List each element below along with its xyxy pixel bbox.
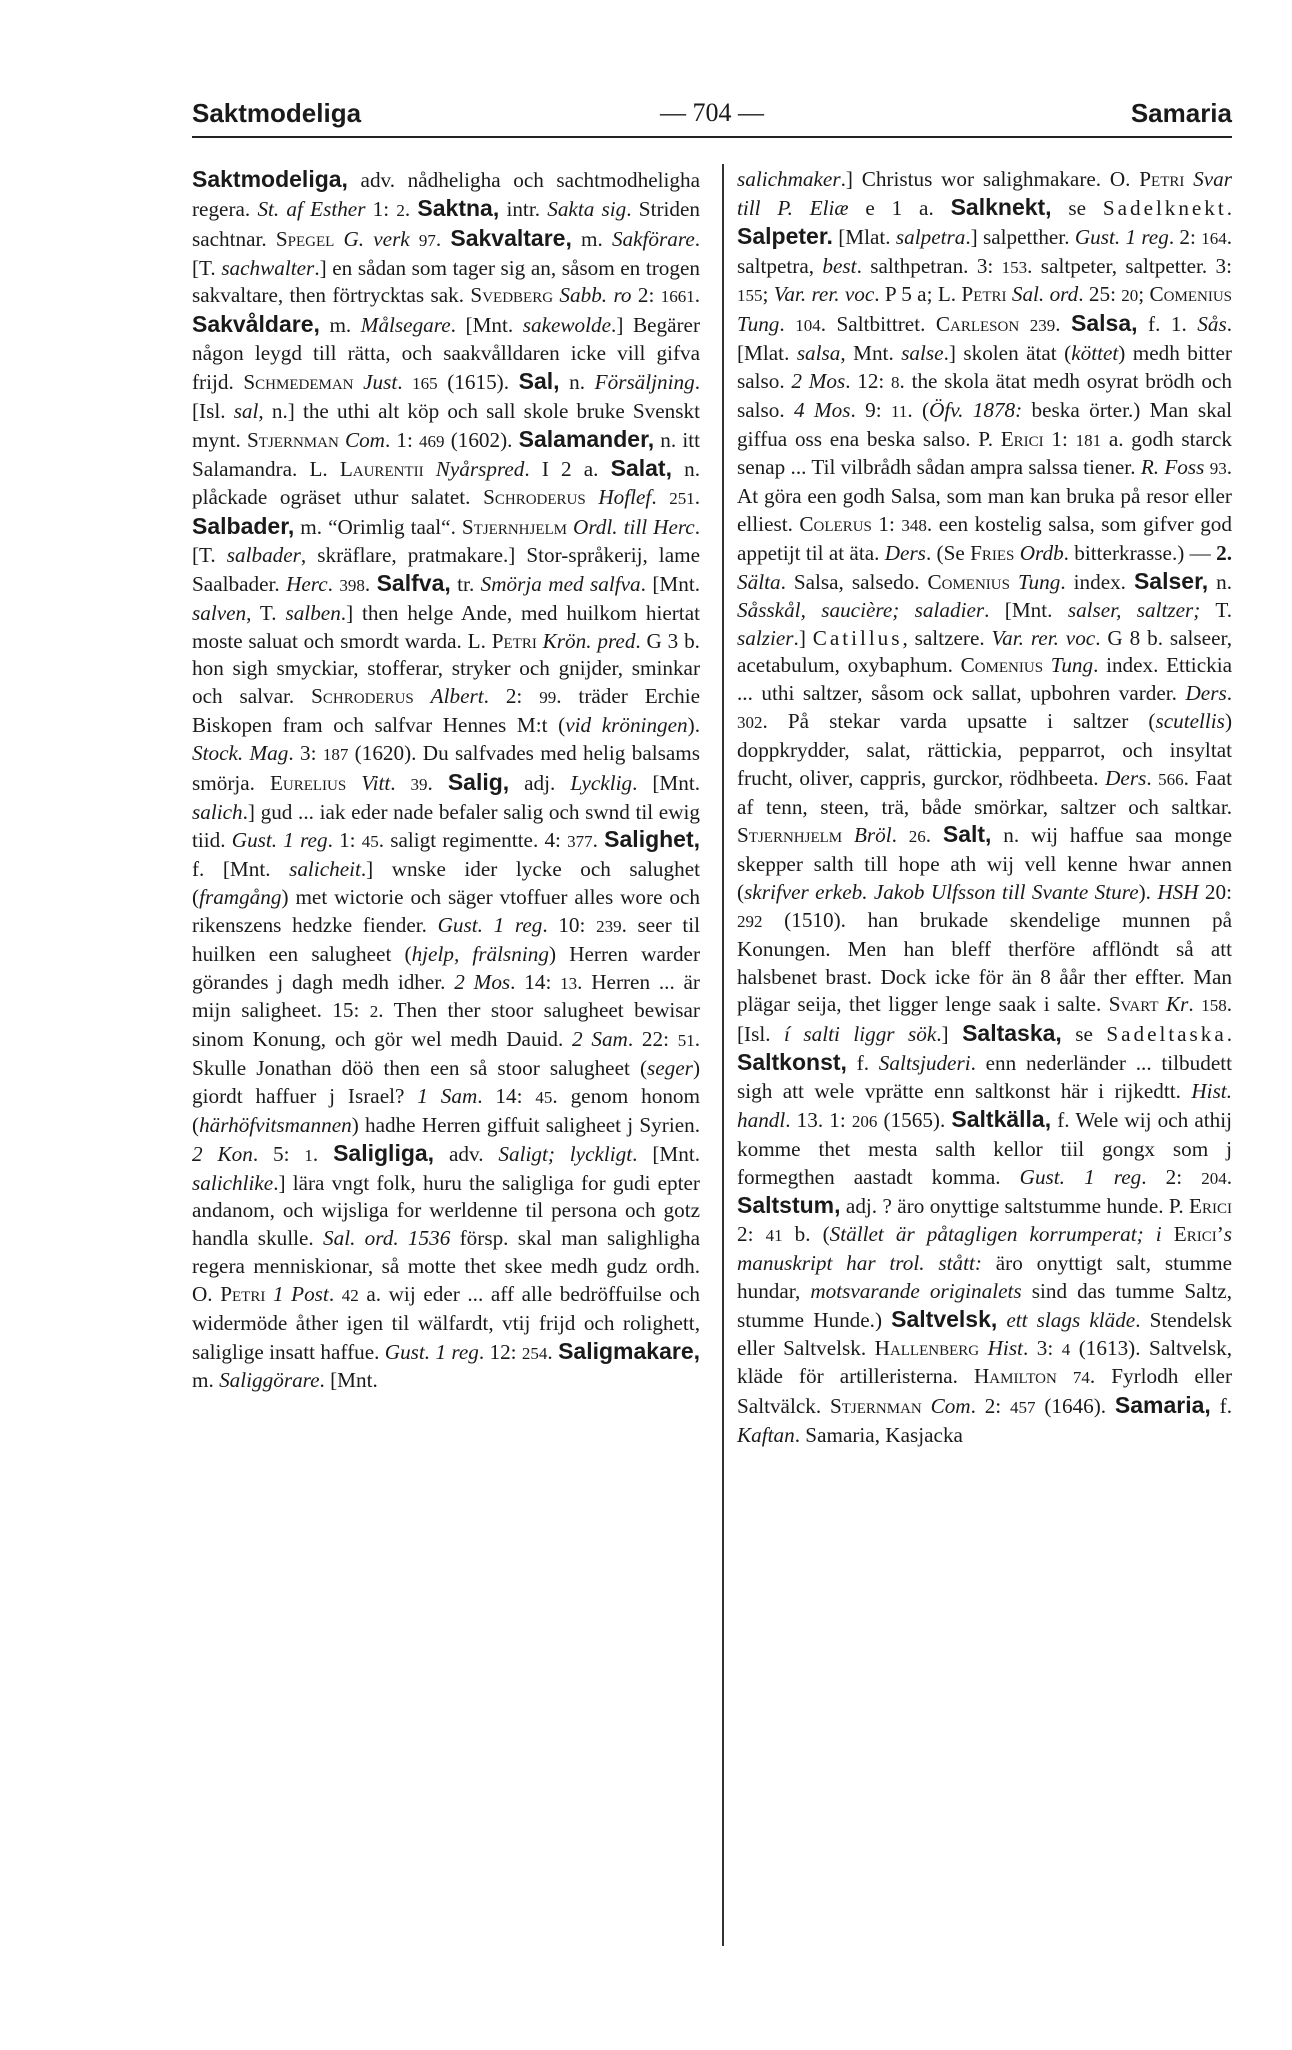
entry-salichmaker: salichmaker.] Christus wor salighmakare. O. Petri Svar till P. Eliæ e 1 a. Salknekt, se Sadelknekt. Salpeter. [Mlat. salpetra.] salpetther. Gust. 1 reg. 2: 164. saltpetra, best. salthpetran. 3: 153. saltpeter, saltpetter. 3: 155; Var. rer. voc. P 5 a; L. Petri Sal. ord. 25: 20; Comenius Tung. 104. Saltbittret. Carleson 239. Salsa, f. 1. Sås. [Mlat. salsa, Mnt. salse.] skolen ätat (köttet) medh bitter salso. 2 Mos. 12: 8. the skola ätat medh osyrat brödh och salso. 4 Mos. 9: 11. (Öfv. 1878: beska örter.) Man skal giffua oss ena beska salso. P. Erici 1: 181 a. godh starck senap ... Til vilbrådh sådan ampra salssa tiener. R. Foss 93. At göra een godh Salsa, som man kan bruka på resor eller elliest. Colerus 1: 348. een kostelig salsa, som gifver god appetijt til at äta. Ders. (Se Fries Ordb. bitterkrasse.) — 2. Sälta. Salsa, salsedo. Comenius Tung. index. Salser, n. Såsskål, saucière; saladier. [Mnt. salser, saltzer; T. salzier.] Catillus, saltzere. Var. rer. voc. G 8 b. salseer, acetabulum, oxybaphum. Comenius Tung. index. Ettickia ... uthi saltzer, såsom ock sallat, upbohren varder. Ders. 302. På stekar varda upsatte i saltzer (scutellis) doppkrydder, salat, rättickia, pepparrot, och insyltat frucht, oliver, cappris, gurckor, rödhbeeta. Ders. 566. Faat af tenn, steen, trä, både smörkar, saltzer och saltkar. Stjernhjelm Bröl. 26. Salt, n. wij haffue saa monge skepper salth till hope ath wij vell kenne hwar annen (skrifver erkeb. Jakob Ulfsson till Svante Sture). HSH 20: 292 (1510). han brukade skendelige munnen på Konungen. Men han bleff therföre afflöndt så att halsbenet brast. Dock icke för än 8 åår ther effter. Man plägar seija, thet ligger lenge saak i salte. Svart Kr. 158. [Isl. í salti liggr sök.] Saltaska, se Sadeltaska. Saltkonst, f. Saltsjuderi. enn nederländer ... tilbudett sigh att wele vprätte enn saltkonst här i rijkedtt. Hist. handl. 13. 1: 206 (1565). Saltkälla, f. Wele wij och athij komme thet mesta salth kellor tiil gongx som j formegthen aastadt komma. Gust. 1 reg. 2: 204. Saltstum, adj. ? äro onyttige saltstumme hunde. P. Erici 2: 41 b. (Stället är påtagligen korrumperat; i Erici’s manuskript har trol. stått: äro onyttigt salt, stumme hundar, motsvarande originalets sind das tumme Saltz, stumme Hunde.) Saltvelsk, ett slags kläde. Stendelsk eller Saltvelsk. Hallenberg Hist. 3: 4 (1613). Saltvelsk, kläde för artilleristerna. Hamilton 74. Fyrlodh eller Saltvälck. Stjernman Com. 2: 457 (1646). Samaria, f. Kaftan. Samaria, Kasjacka (737, 167, 1233, 1448)
running-head (192, 98, 1232, 132)
header-first-word: Saktmodeliga (192, 98, 362, 128)
left-column (192, 166, 700, 1395)
header-rule (192, 136, 1232, 138)
entry-saktmodeliga: Saktmodeliga, adv. nådheligha och sachtmodheligha regera. St. af Esther 1: 2. Saktna, intr. Sakta sig. Striden sachtnar. Spegel G. verk 97. Sakvaltare, m. Sakförare. [T. sachwalter.] en sådan som tager sig an, såsom en trogen sakvaltare, then förtrycktas sak. Svedberg Sabb. ro 2: 1661. Sakvåldare, m. Målsegare. [Mnt. sakewolde.] Begärer någon leygd till rätta, och saakvålldaren icke vill gifva frijd. Schmedeman Just. 165 (1615). Sal, n. Försäljning. [Isl. sal, n.] the uthi alt köp och sall skole bruke Svenskt mynt. Stjernman Com. 1: 469 (1602). Salamander, n. itt Salamandra. L. Laurentii Nyårspred. I 2 a. Salat, n. plåckade ogräset uthur salatet. Schroderus Hoflef. 251. Salbader, m. “Orimlig taal“. Stjernhjelm Ordl. till Herc. [T. salbader, skräflare, pratmakare.] Stor-språkerij, lame Saalbader. Herc. 398. Salfva, tr. Smörja med salfva. [Mnt. salven, T. salben.] then helge Ande, med huilkom hiertat moste saluat och smordt warda. L. Petri Krön. pred. G 3 b. hon sigh smyckiar, stofferar, stryker och gnijder, sminkar och salvar. Schroderus Albert. 2: 99. träder Erchie Biskopen fram och salfvar Hennes M:t (vid kröningen). Stock. Mag. 3: 187 (1620). Du salfvades med helig balsams smörja. Eurelius Vitt. 39. Salig, adj. Lycklig. [Mnt. salich.] gud ... iak eder nade befaler salig och swnd til ewig tiid. Gust. 1 reg. 1: 45. saligt regimentte. 4: 377. Salighet, f. [Mnt. salicheit.] wnske ider lycke och salughet (framgång) met wictorie och säger vtoffuer alles wore och rikenszens hedzke fiender. Gust. 1 reg. 10: 239. seer til huilken een salugheet (hjelp, frälsning) Herren warder görandes j dagh medh idher. 2 Mos. 14: 13. Herren ... är mijn saligheet. 15: 2. Then ther stoor salugheet bewisar sinom Konung, och gör wel medh Dauid. 2 Sam. 22: 51. Skulle Jonathan döö then een så stoor salugheet (seger) giordt haffuer j Israel? 1 Sam. 14: 45. genom honom (härhöfvitsmannen) hadhe Herren giffuit saligheet j Syrien. 2 Kon. 5: 1. Saligliga, adv. Saligt; lyckligt. [Mnt. salichlike.] lära vngt folk, huru the saligliga for gudi epter andanom, och wijsliga for werldenne til persona och gotz handla skulle. Sal. ord. 1536 försp. skal man salighligha regera menniskionar, så motte thet skee medh gudz ordh. O. Petri 1 Post. 42 a. wij eder ... aff alle bedröffuilse och widermöde åther igen til wälfardt, vtij frijd och rolighett, saliglige insatt haffue. Gust. 1 reg. 12: 254. Saligmakare, m. Saliggörare. [Mnt. (192, 166, 701, 1393)
right-column (737, 166, 1232, 1450)
column-divider (722, 164, 724, 1946)
page-number: — 704 — (660, 98, 764, 127)
header-last-word: Samaria (1130, 98, 1232, 128)
